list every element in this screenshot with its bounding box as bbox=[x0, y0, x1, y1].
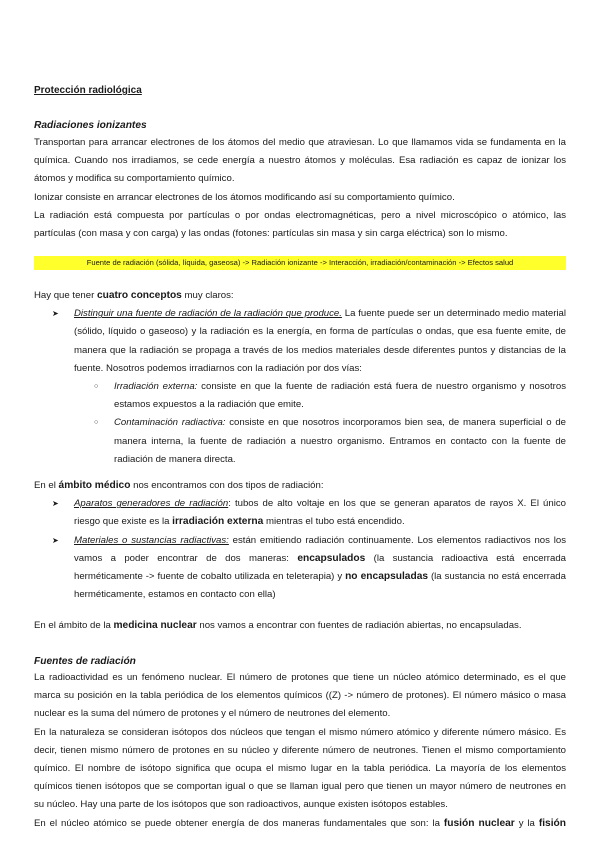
paragraph: La radioactividad es un fenómeno nuclear. El número de protones que tiene un núcleo atómico determinado, es el que marca su posición en la tabla periódica de los elementos químicos ((Z) -> número de protones). El número másico o masa nuclear es la suma del número de protones y el número de neutrones del elemento. bbox=[34, 672, 566, 720]
paragraph: La radiación está compuesta por partículas o por ondas electromagnéticas, pero a nivel microscópico o atómico, las partículas (con masa y con carga) y las ondas (fotones: partículas sin masa y sin carga eléctrica) son lo mismo. bbox=[34, 209, 566, 240]
circle-bullet-icon: ○ bbox=[94, 383, 99, 391]
conceptos-intro: Hay que tener cuatro conceptos muy claros: bbox=[34, 290, 234, 301]
medico-intro: En el ámbito médico nos encontramos con dos tipos de radiación: bbox=[34, 480, 324, 491]
conceptos-list bbox=[34, 305, 566, 469]
list-item: ➤ Materiales o sustancias radiactivas: están emitiendo radiación continuamente. Los elementos radiactivos nos los vamos a poder encontrar de dos maneras: encapsulados (la sustancia radioactiva está encerrada herméticamente -> fuente de cobalto utilizada en teleterapia) y no encapsuladas (la sustancia no está encerrada herméticamente, estamos en contacto con ella) bbox=[34, 532, 566, 605]
arrowhead-bullet-icon: ➤ bbox=[52, 499, 59, 509]
conceptos-block bbox=[34, 287, 566, 469]
section-fuentes-body bbox=[34, 669, 566, 833]
section-heading-radiaciones: Radiaciones ionizantes bbox=[34, 120, 147, 131]
paragraph: En el núcleo atómico se puede obtener energía de dos maneras fundamentales que son: la fusión nuclear y la fisión bbox=[34, 817, 566, 829]
list-item: ➤ Distinguir una fuente de radiación de la radiación que produce. La fuente puede ser un determinado medio material (sólido, líquido o gaseoso) y la radiación es la energía, en forma de partículas o ondas, que esa fuente emite, de manera que la radiación se propaga a través de los medios materiales desde diferentes puntos y distancias de la fuente. Nosotros podemos irradiarnos con la radiación por dos vías: ○ Irradiación externa: consiste en que la fuente de radiación está fuera de nuestro organismo y nosotros estamos expuestos a la radiación que emite. ○ Contaminación radiactiva: consiste en que nosotros incorporamos bien sea, de manera superficial o de manera interna, la fuente de radiación a nuestro organismo. Entramos en contacto con la fuente de radiación de manera directa. bbox=[34, 305, 566, 469]
highlighted-flow-text: Fuente de radiación (sólida, líquida, gaseosa) -> Radiación ionizante -> Interacción, irradiación/contaminación -> Efectos salud bbox=[34, 256, 566, 270]
arrowhead-bullet-icon: ➤ bbox=[52, 309, 59, 319]
paragraph: En la naturaleza se consideran isótopos dos núcleos que tengan el mismo número atómico y diferente número másico. Es decir, tienen mismo número de protones en su núcleo y diferente número de neutrones. Tienen el mismo comportamiento químico. El nombre de isótopo significa que ocupa el mismo lugar en la tabla periódica. La mayoría de los elementos químicos tienen isótopos que se comportan igual o que se llaman igual pero que tienen un mayor número de neutrones en su núcleo. Hay una parte de los isótopos que son radioactivos, aunque existen isótopos estables. bbox=[34, 726, 566, 811]
medico-block bbox=[34, 477, 566, 604]
paragraph: Transportan para arrancar electrones de los átomos del medio que atraviesan. Lo que llamamos vida se fundamenta en la química. Cuando nos irradiamos, se cede energía a nuestro átomos y moléculas. Esa radiación es capaz de ionizar los átomos y modifica su comportamiento químico. bbox=[34, 137, 566, 185]
list-item: ○ Contaminación radiactiva: consiste en que nosotros incorporamos bien sea, de manera superficial o de manera interna, la fuente de radiación a nuestro organismo. Entramos en contacto con la fuente de radiación de manera directa. bbox=[74, 414, 566, 469]
nuclear-paragraph: En el ámbito de la medicina nuclear nos vamos a encontrar con fuentes de radiación abiertas, no encapsuladas. bbox=[34, 620, 522, 631]
list-item: ○ Irradiación externa: consiste en que la fuente de radiación está fuera de nuestro organismo y nosotros estamos expuestos a la radiación que emite. bbox=[74, 378, 566, 414]
medico-list bbox=[34, 495, 566, 604]
section-radiaciones-body bbox=[34, 134, 566, 243]
section-heading-fuentes: Fuentes de radiación bbox=[34, 656, 136, 667]
circle-bullet-icon: ○ bbox=[94, 419, 99, 427]
sublist bbox=[74, 378, 566, 469]
arrowhead-bullet-icon: ➤ bbox=[52, 535, 59, 545]
paragraph: Ionizar consiste en arrancar electrones de los átomos modificando así su comportamiento químico. bbox=[34, 191, 455, 203]
document-title: Protección radiológica bbox=[34, 85, 142, 96]
list-item: ➤ Aparatos generadores de radiación: tubos de alto voltaje en los que se generan aparatos de rayos X. El único riesgo que existe es la irradiación externa mientras el tubo está encendido. bbox=[34, 495, 566, 531]
